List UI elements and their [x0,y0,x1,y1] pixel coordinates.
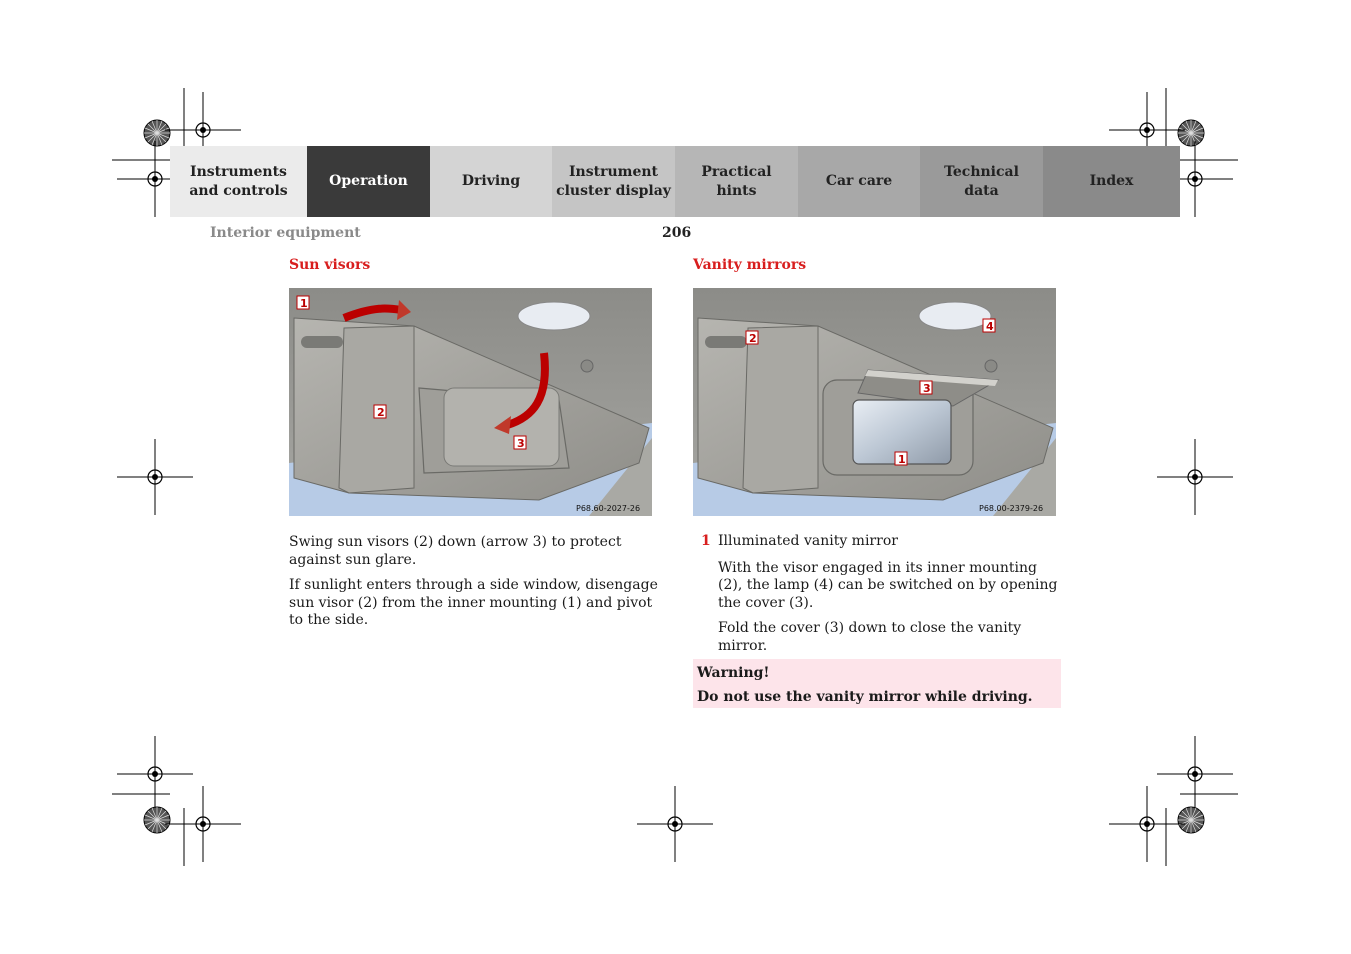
tab-label: Index [1089,173,1134,189]
warning-title: Warning! [697,665,770,681]
tab-label: Instruments and controls [189,163,288,199]
tab-practical-hints[interactable] [675,146,798,217]
callout-label: 1 [898,453,906,466]
callout-label: 3 [923,382,931,395]
tab-instruments-and-controls[interactable] [170,146,307,217]
tab-technical-data[interactable] [920,146,1043,217]
paragraph: Fold the cover (3) down to close the vanity mirror. [718,620,1022,654]
paragraph: Swing sun visors (2) down (arrow 3) to protect against sun glare. [289,534,622,568]
tab-index[interactable] [1043,146,1180,217]
tab-operation[interactable] [307,146,430,217]
warning-text: Do not use the vanity mirror while driving. [697,689,1033,705]
paragraph: With the visor engaged in its inner mounting (2), the lamp (4) can be switched on by opening the cover (3). [718,559,1058,611]
tab-instrument-cluster-display[interactable] [552,146,675,217]
callout-label: 3 [517,437,525,450]
tab-label: Operation [329,173,408,189]
vanity-mirror-illustration [693,288,1056,516]
item-text [718,533,1058,663]
sun-visors-heading: Sun visors [289,257,371,273]
tab-label: Technical data [944,163,1019,199]
figure-code: P68.60-2027-26 [576,504,641,513]
sun-visor-illustration [289,288,652,516]
callout-label: 2 [377,406,385,419]
tab-driving[interactable] [430,146,552,217]
tab-label: Instrument cluster display [556,163,671,199]
figure-code: P68.00-2379-26 [979,504,1044,513]
tab-car-care[interactable] [798,146,920,217]
tab-label: Driving [461,173,521,189]
tab-label: Car care [825,173,893,189]
warning-box [693,659,1061,708]
callout-label: 2 [749,332,757,345]
item-number: 1 [701,533,711,549]
sun-visors-text [289,534,659,638]
paragraph: If sunlight enters through a side window, disengage sun visor (2) from the inner mounting (1) and pivot to the side. [289,577,658,628]
section-navigation [170,146,1180,217]
tab-label: Practical hints [701,163,772,199]
item-title: Illuminated vanity mirror [718,533,898,549]
callout-label: 1 [300,297,308,310]
callout-label: 4 [986,320,994,333]
list-item [701,533,1061,654]
page-number: 206 [662,225,692,241]
section-title: Interior equipment [210,225,361,241]
vanity-mirrors-heading: Vanity mirrors [693,257,807,273]
